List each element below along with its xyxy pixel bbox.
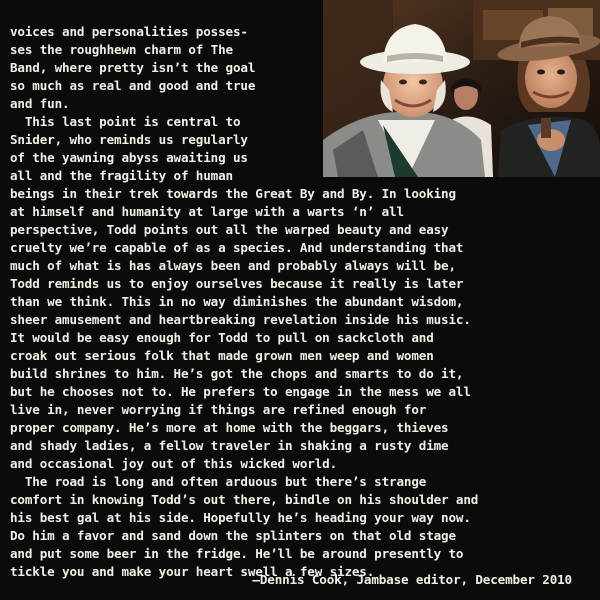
text-line: than we think. This in no way diminishes the abundant wisdom, xyxy=(10,294,464,309)
text-line: It would be easy enough for Todd to pull on sackcloth and xyxy=(10,330,434,345)
text-line: This last point is central to xyxy=(10,114,241,129)
text-line: and occasional joy out of this wicked world. xyxy=(10,456,338,471)
text-line: beings in their trek towards the Great By and By. In looking xyxy=(10,186,456,201)
text-line: Snider, who reminds us regularly xyxy=(10,132,248,147)
text-line: so much as real and good and true xyxy=(10,78,256,93)
text-line: live in, never worrying if things are refined enough for xyxy=(10,402,427,417)
text-line: his best gal at his side. Hopefully he’s heading your way now. xyxy=(10,510,471,525)
text-line: tickle you and make your heart swell a few sizes. xyxy=(10,564,375,579)
photo-two-men-in-hats xyxy=(323,0,600,177)
text-line: build shrines to him. He’s got the chops and smarts to do it, xyxy=(10,366,464,381)
text-line: comfort in knowing Todd’s out there, bindle on his shoulder and xyxy=(10,492,479,507)
text-line: all and the fragility of human xyxy=(10,168,233,183)
text-line: much of what is has always been and probably always will be, xyxy=(10,258,456,273)
text-line: ses the roughhewn charm of The xyxy=(10,42,233,57)
text-line: croak out serious folk that made grown men weep and women xyxy=(10,348,434,363)
text-line: perspective, Todd points out all the warped beauty and easy xyxy=(10,222,449,237)
text-line: voices and personalities posses- xyxy=(10,24,248,39)
text-line: Do him a favor and sand down the splinters on that old stage xyxy=(10,528,456,543)
text-line: but he chooses not to. He prefers to engage in the mess we all xyxy=(10,384,471,399)
text-line: of the yawning abyss awaiting us xyxy=(10,150,248,165)
text-line: and put some beer in the fridge. He’ll be around presently to xyxy=(10,546,464,561)
text-line: Band, where pretty isn’t the goal xyxy=(10,60,256,75)
text-line: and fun. xyxy=(10,96,70,111)
text-line: at himself and humanity at large with a warts ‘n’ all xyxy=(10,204,404,219)
text-line: cruelty we’re capable of as a species. And understanding that xyxy=(10,240,464,255)
text-line: proper company. He’s more at home with the beggars, thieves xyxy=(10,420,449,435)
text-line: sheer amusement and heartbreaking revelation inside his music. xyxy=(10,312,471,327)
text-line: Todd reminds us to enjoy ourselves because it really is later xyxy=(10,276,464,291)
signature: —Dennis Cook, Jambase editor, December 2010 xyxy=(252,572,572,587)
text-line: The road is long and often arduous but there’s strange xyxy=(10,474,427,489)
text-line: and shady ladies, a fellow traveler in shaking a rusty dime xyxy=(10,438,449,453)
